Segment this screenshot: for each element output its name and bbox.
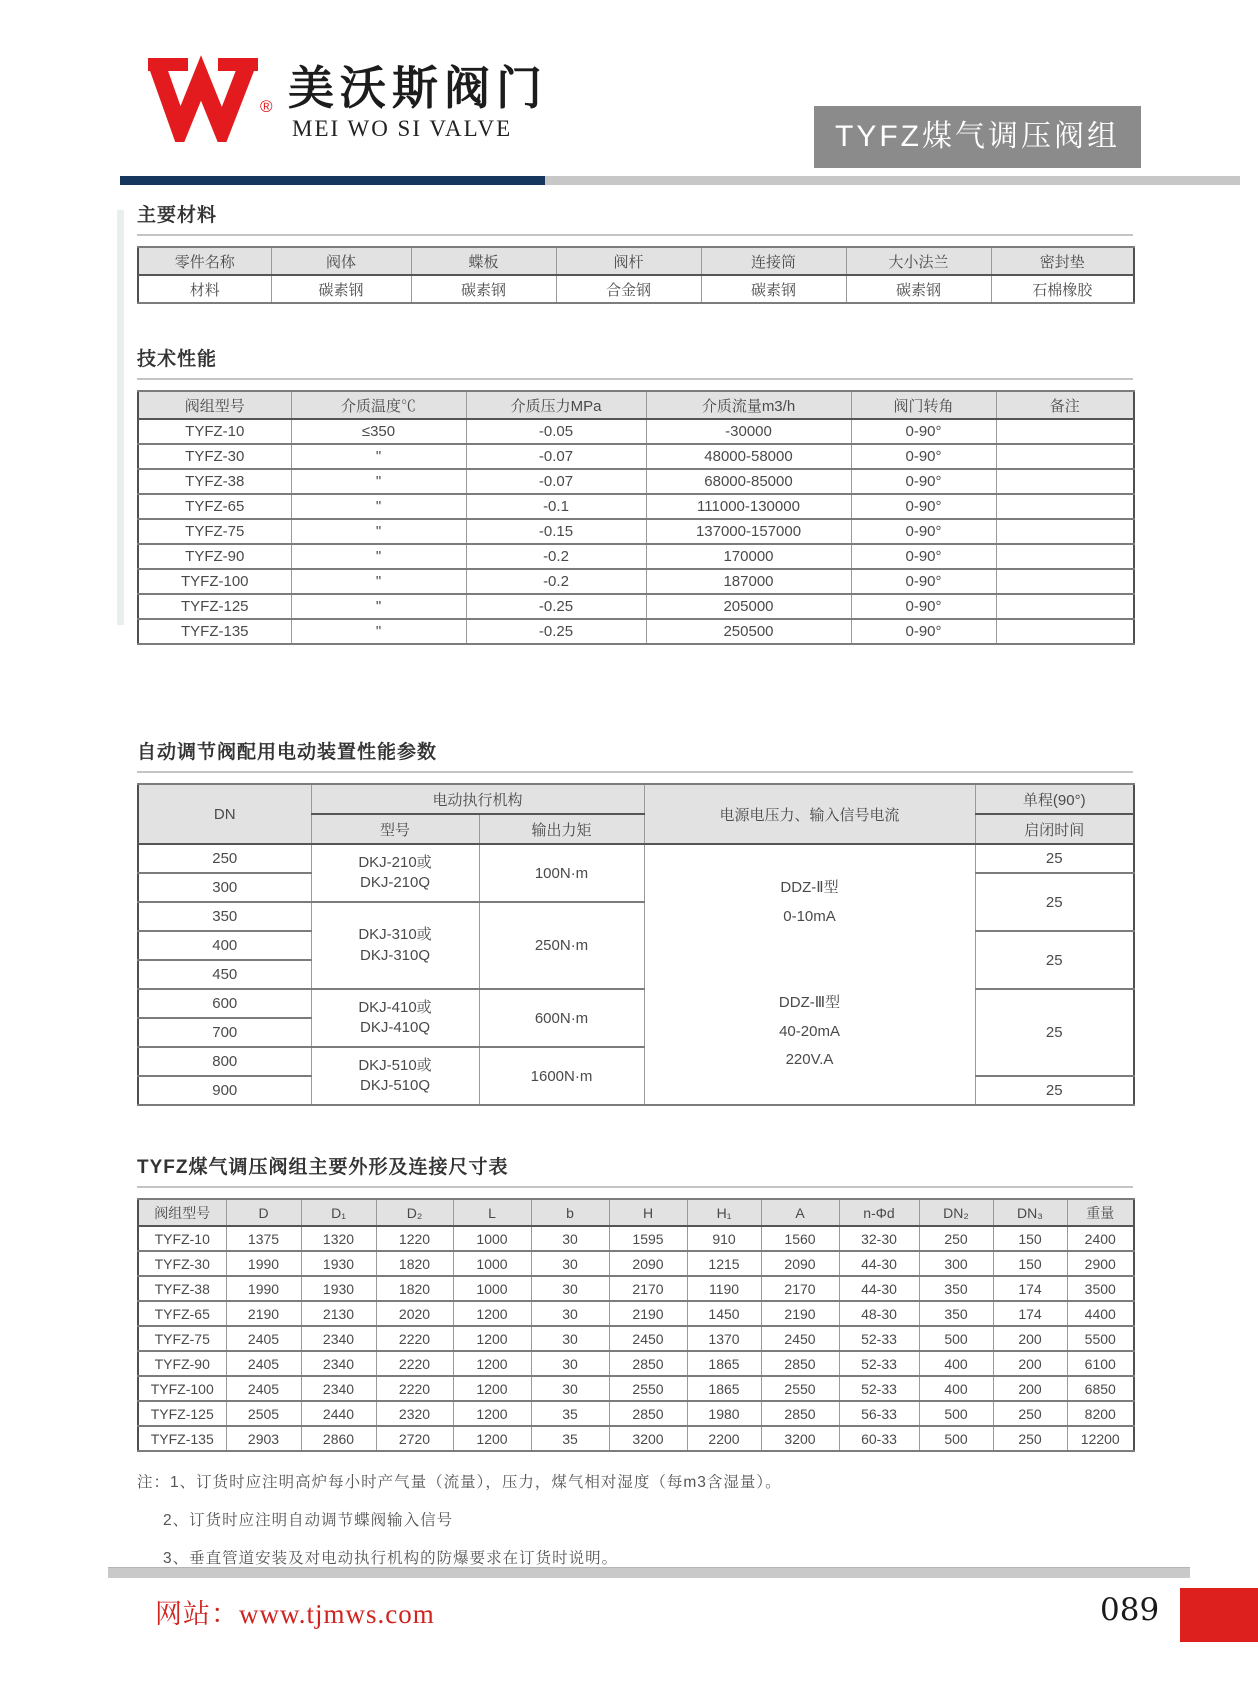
- table-cell: TYFZ-38: [138, 469, 291, 494]
- table-cell: 2340: [301, 1326, 376, 1351]
- column-header: 型号: [311, 814, 479, 844]
- column-header: n-Φd: [839, 1199, 919, 1226]
- section-title-performance: 技术性能: [137, 349, 218, 370]
- table-cell: -0.05: [466, 419, 646, 444]
- table-cell: 1865: [687, 1376, 761, 1401]
- table-cell: 1200: [453, 1376, 531, 1401]
- table-row: [138, 444, 1134, 469]
- column-header: 阀杆: [556, 247, 701, 275]
- dn-cell: 900: [138, 1076, 311, 1105]
- table-cell: 52-33: [839, 1326, 919, 1351]
- table-cell: 44-30: [839, 1251, 919, 1276]
- table-cell: 8200: [1067, 1401, 1134, 1426]
- table-cell: 1865: [687, 1351, 761, 1376]
- website-url: www.tjmws.com: [239, 1599, 435, 1629]
- column-header: 阀门转角: [851, 391, 996, 419]
- table-cell: TYFZ-135: [138, 1426, 226, 1451]
- section-title-dimensions: TYFZ煤气调压阀组主要外形及连接尺寸表: [137, 1157, 509, 1178]
- section-rule: [137, 378, 1133, 380]
- table-cell: 1820: [376, 1251, 453, 1276]
- table-cell: 2220: [376, 1351, 453, 1376]
- table-cell: 石棉橡胶: [991, 275, 1134, 303]
- table-cell: 48000-58000: [646, 444, 851, 469]
- table-cell: 6100: [1067, 1351, 1134, 1376]
- table-cell: 1980: [687, 1401, 761, 1426]
- left-margin-strip: [117, 210, 124, 625]
- table-row: [138, 1401, 1134, 1426]
- table-row: [138, 1351, 1134, 1376]
- website-link[interactable]: [155, 1592, 435, 1631]
- table-cell: 1320: [301, 1226, 376, 1251]
- table-cell: 300: [919, 1251, 993, 1276]
- table-cell: 2900: [1067, 1251, 1134, 1276]
- table-cell: 200: [993, 1351, 1067, 1376]
- table-cell: 910: [687, 1226, 761, 1251]
- note-item: 3、垂直管道安装及对电动执行机构的防爆要求在订货时说明。: [163, 1550, 619, 1567]
- table-cell: [996, 444, 1134, 469]
- table-cell: 2220: [376, 1326, 453, 1351]
- table-cell: ": [291, 544, 466, 569]
- table-cell: 350: [919, 1301, 993, 1326]
- table-cell: 2170: [761, 1276, 839, 1301]
- table-cell: TYFZ-30: [138, 1251, 226, 1276]
- table-cell: 56-33: [839, 1401, 919, 1426]
- column-header: 介质流量m3/h: [646, 391, 851, 419]
- model-cell: DKJ-210或 DKJ-210Q: [311, 844, 479, 902]
- table-cell: TYFZ-90: [138, 544, 291, 569]
- table-cell: 2405: [226, 1376, 301, 1401]
- column-header: H₁: [687, 1199, 761, 1226]
- table-cell: ≤350: [291, 419, 466, 444]
- table-row: [138, 1426, 1134, 1451]
- table-row: [138, 989, 1134, 1018]
- model-cell: DKJ-510或 DKJ-510Q: [311, 1047, 479, 1105]
- table-cell: 1190: [687, 1276, 761, 1301]
- table-cell: 3500: [1067, 1276, 1134, 1301]
- table-cell: ": [291, 444, 466, 469]
- column-header: 密封垫: [991, 247, 1134, 275]
- table-cell: 400: [919, 1351, 993, 1376]
- table-cell: 2505: [226, 1401, 301, 1426]
- table-cell: TYFZ-65: [138, 494, 291, 519]
- table-cell: [996, 619, 1134, 644]
- torque-cell: 600N·m: [479, 989, 644, 1047]
- table-cell: -0.25: [466, 594, 646, 619]
- column-header: 大小法兰: [846, 247, 991, 275]
- table-cell: ": [291, 469, 466, 494]
- table-cell: -0.2: [466, 569, 646, 594]
- table-cell: 1200: [453, 1326, 531, 1351]
- table-cell: 1595: [609, 1226, 687, 1251]
- table-row: [138, 569, 1134, 594]
- footer-divider-bar: [108, 1567, 1190, 1578]
- column-header: 阀体: [271, 247, 411, 275]
- table-cell: TYFZ-90: [138, 1351, 226, 1376]
- table-cell: ": [291, 569, 466, 594]
- table-cell: 1560: [761, 1226, 839, 1251]
- table-cell: 碳素钢: [271, 275, 411, 303]
- table-cell: [996, 494, 1134, 519]
- table-cell: 1370: [687, 1326, 761, 1351]
- column-header: H: [609, 1199, 687, 1226]
- table-cell: 1375: [226, 1226, 301, 1251]
- table-cell: [996, 469, 1134, 494]
- dn-cell: 700: [138, 1018, 311, 1047]
- page-number: 089: [1100, 1592, 1160, 1628]
- table-cell: 0-90°: [851, 619, 996, 644]
- table-cell: 0-90°: [851, 494, 996, 519]
- table-cell: 1990: [226, 1276, 301, 1301]
- column-header: D₁: [301, 1199, 376, 1226]
- table-cell: ": [291, 619, 466, 644]
- table-cell: 187000: [646, 569, 851, 594]
- column-header: 蝶板: [411, 247, 556, 275]
- table-cell: 1990: [226, 1251, 301, 1276]
- column-header: 电动执行机构: [311, 784, 644, 814]
- table-cell: 2190: [761, 1301, 839, 1326]
- table-cell: 3200: [761, 1426, 839, 1451]
- table-cell: 111000-130000: [646, 494, 851, 519]
- table-cell: 1000: [453, 1276, 531, 1301]
- table-cell: 12200: [1067, 1426, 1134, 1451]
- table-cell: 1930: [301, 1276, 376, 1301]
- table-cell: -0.2: [466, 544, 646, 569]
- table-cell: ": [291, 494, 466, 519]
- column-header: b: [531, 1199, 609, 1226]
- table-cell: TYFZ-65: [138, 1301, 226, 1326]
- table-cell: 400: [919, 1376, 993, 1401]
- brand-name-cn: 美沃斯阀门: [288, 63, 548, 114]
- column-header: 介质压力MPa: [466, 391, 646, 419]
- table-cell: -0.07: [466, 444, 646, 469]
- table-cell: 2090: [609, 1251, 687, 1276]
- table-row: [138, 1326, 1134, 1351]
- table-cell: 205000: [646, 594, 851, 619]
- table-row: [138, 619, 1134, 644]
- table-cell: 5500: [1067, 1326, 1134, 1351]
- column-header: A: [761, 1199, 839, 1226]
- table-row: [138, 275, 1134, 303]
- table-cell: 2850: [609, 1401, 687, 1426]
- table-row: [138, 1376, 1134, 1401]
- table-cell: 6850: [1067, 1376, 1134, 1401]
- table-cell: [996, 419, 1134, 444]
- table-cell: 2400: [1067, 1226, 1134, 1251]
- column-header: 连接筒: [701, 247, 846, 275]
- table-cell: 2405: [226, 1326, 301, 1351]
- table-cell: 250: [919, 1226, 993, 1251]
- time-cell: 25: [975, 931, 1134, 989]
- table-cell: 32-30: [839, 1226, 919, 1251]
- table-cell: 2405: [226, 1351, 301, 1376]
- table-cell: 137000-157000: [646, 519, 851, 544]
- table-cell: 150: [993, 1226, 1067, 1251]
- table-cell: 250: [993, 1401, 1067, 1426]
- table-cell: 2850: [761, 1351, 839, 1376]
- table-cell: 200: [993, 1376, 1067, 1401]
- table-cell: -0.07: [466, 469, 646, 494]
- table-cell: TYFZ-38: [138, 1276, 226, 1301]
- table-row: [138, 519, 1134, 544]
- table-cell: 2340: [301, 1351, 376, 1376]
- table-cell: TYFZ-135: [138, 619, 291, 644]
- table-cell: 44-30: [839, 1276, 919, 1301]
- table-cell: 1220: [376, 1226, 453, 1251]
- column-header: D: [226, 1199, 301, 1226]
- torque-cell: 1600N·m: [479, 1047, 644, 1105]
- table-cell: -0.25: [466, 619, 646, 644]
- note-item: 2、订货时应注明自动调节蝶阀输入信号: [163, 1512, 454, 1529]
- column-header: 单程(90°): [975, 784, 1134, 814]
- table-cell: 0-90°: [851, 444, 996, 469]
- dn-cell: 400: [138, 931, 311, 960]
- table-cell: 35: [531, 1401, 609, 1426]
- table-cell: 30: [531, 1251, 609, 1276]
- table-cell: 1200: [453, 1401, 531, 1426]
- model-cell: DKJ-410或 DKJ-410Q: [311, 989, 479, 1047]
- table-cell: 2860: [301, 1426, 376, 1451]
- table-cell: 30: [531, 1226, 609, 1251]
- table-cell: [996, 519, 1134, 544]
- table-cell: [996, 544, 1134, 569]
- table-cell: 2190: [609, 1301, 687, 1326]
- materials-table: [137, 246, 1135, 304]
- table-cell: 1930: [301, 1251, 376, 1276]
- table-cell: 2550: [609, 1376, 687, 1401]
- table-cell: 2190: [226, 1301, 301, 1326]
- table-cell: 1200: [453, 1351, 531, 1376]
- dn-cell: 350: [138, 902, 311, 931]
- table-row: [138, 419, 1134, 444]
- table-row: [138, 1226, 1134, 1251]
- section-rule: [137, 771, 1133, 773]
- table-cell: 52-33: [839, 1351, 919, 1376]
- column-header: 电源电压力、输入信号电流: [644, 784, 975, 844]
- time-cell: 25: [975, 989, 1134, 1076]
- table-cell: 2200: [687, 1426, 761, 1451]
- table-cell: 2440: [301, 1401, 376, 1426]
- table-cell: 174: [993, 1276, 1067, 1301]
- table-cell: 250: [993, 1426, 1067, 1451]
- dn-cell: 300: [138, 873, 311, 902]
- column-header: 零件名称: [138, 247, 271, 275]
- model-cell: DKJ-310或 DKJ-310Q: [311, 902, 479, 989]
- table-cell: 2220: [376, 1376, 453, 1401]
- table-cell: 48-30: [839, 1301, 919, 1326]
- table-cell: 2850: [761, 1401, 839, 1426]
- section-rule: [137, 234, 1133, 236]
- actuator-table: [137, 783, 1135, 1106]
- table-cell: TYFZ-30: [138, 444, 291, 469]
- torque-cell: 100N·m: [479, 844, 644, 902]
- table-cell: [996, 569, 1134, 594]
- table-cell: 0-90°: [851, 419, 996, 444]
- column-header: 阀组型号: [138, 391, 291, 419]
- table-cell: 1200: [453, 1426, 531, 1451]
- section-title-materials: 主要材料: [137, 205, 218, 226]
- table-row: [138, 544, 1134, 569]
- time-cell: 25: [975, 873, 1134, 931]
- table-cell: 0-90°: [851, 544, 996, 569]
- table-cell: 68000-85000: [646, 469, 851, 494]
- dn-cell: 450: [138, 960, 311, 989]
- table-cell: 500: [919, 1426, 993, 1451]
- table-cell: 30: [531, 1276, 609, 1301]
- section-rule: [137, 1186, 1133, 1188]
- table-cell: -30000: [646, 419, 851, 444]
- table-cell: 2550: [761, 1376, 839, 1401]
- power-block: DDZ-Ⅱ型 0-10mA: [780, 879, 839, 925]
- table-cell: 170000: [646, 544, 851, 569]
- table-cell: 2020: [376, 1301, 453, 1326]
- table-row: [138, 469, 1134, 494]
- table-cell: 1450: [687, 1301, 761, 1326]
- column-header: 输出力矩: [479, 814, 644, 844]
- table-row: [138, 594, 1134, 619]
- table-cell: 0-90°: [851, 519, 996, 544]
- table-cell: 2340: [301, 1376, 376, 1401]
- time-cell: 25: [975, 1076, 1134, 1105]
- table-cell: 2720: [376, 1426, 453, 1451]
- table-cell: 2090: [761, 1251, 839, 1276]
- dn-cell: 250: [138, 844, 311, 873]
- table-cell: 52-33: [839, 1376, 919, 1401]
- table-row: [138, 494, 1134, 519]
- power-signal-cell: [644, 844, 975, 1105]
- table-cell: 35: [531, 1426, 609, 1451]
- table-cell: ": [291, 594, 466, 619]
- table-cell: 0-90°: [851, 569, 996, 594]
- header-divider-navy-segment: [120, 176, 545, 185]
- note-item: 注：1、订货时应注明高炉每小时产气量（流量），压力，煤气相对湿度（每m3含湿量）。: [137, 1474, 782, 1491]
- logo-w-icon: [146, 50, 278, 142]
- table-cell: 30: [531, 1376, 609, 1401]
- table-cell: 1000: [453, 1251, 531, 1276]
- website-label: 网站：: [155, 1599, 239, 1629]
- column-header: 介质温度℃: [291, 391, 466, 419]
- table-cell: 材料: [138, 275, 271, 303]
- table-cell: 30: [531, 1351, 609, 1376]
- dimensions-table: [137, 1198, 1135, 1452]
- column-header: L: [453, 1199, 531, 1226]
- table-cell: 30: [531, 1326, 609, 1351]
- performance-table: [137, 390, 1135, 645]
- table-cell: TYFZ-10: [138, 1226, 226, 1251]
- table-cell: TYFZ-75: [138, 1326, 226, 1351]
- table-cell: 2850: [609, 1351, 687, 1376]
- page-corner-red-box: [1180, 1588, 1258, 1642]
- table-cell: 碳素钢: [701, 275, 846, 303]
- table-cell: 250500: [646, 619, 851, 644]
- table-cell: TYFZ-100: [138, 1376, 226, 1401]
- company-logo: [146, 50, 296, 150]
- table-row: [138, 844, 1134, 873]
- table-cell: 2450: [609, 1326, 687, 1351]
- table-cell: TYFZ-125: [138, 1401, 226, 1426]
- table-cell: 1820: [376, 1276, 453, 1301]
- column-header: DN: [138, 784, 311, 844]
- column-header: D₂: [376, 1199, 453, 1226]
- table-cell: 碳素钢: [846, 275, 991, 303]
- column-header: 启闭时间: [975, 814, 1134, 844]
- table-cell: 174: [993, 1301, 1067, 1326]
- table-row: [138, 1251, 1134, 1276]
- column-header: 备注: [996, 391, 1134, 419]
- table-cell: 碳素钢: [411, 275, 556, 303]
- table-cell: TYFZ-125: [138, 594, 291, 619]
- table-cell: 2903: [226, 1426, 301, 1451]
- table-cell: 1000: [453, 1226, 531, 1251]
- table-cell: 0-90°: [851, 469, 996, 494]
- column-header: DN₂: [919, 1199, 993, 1226]
- column-header: 重量: [1067, 1199, 1134, 1226]
- time-cell: 25: [975, 844, 1134, 873]
- table-cell: 500: [919, 1401, 993, 1426]
- table-cell: 1200: [453, 1301, 531, 1326]
- registered-mark: ®: [260, 97, 273, 116]
- table-cell: -0.15: [466, 519, 646, 544]
- dn-cell: 800: [138, 1047, 311, 1076]
- table-cell: 合金钢: [556, 275, 701, 303]
- dn-cell: 600: [138, 989, 311, 1018]
- power-block: DDZ-Ⅲ型 40-20mA 220V.A: [778, 994, 841, 1069]
- page-title: TYFZ煤气调压阀组: [814, 106, 1141, 168]
- table-cell: 60-33: [839, 1426, 919, 1451]
- table-cell: TYFZ-10: [138, 419, 291, 444]
- table-row: [138, 1301, 1134, 1326]
- table-cell: 2320: [376, 1401, 453, 1426]
- table-cell: 0-90°: [851, 594, 996, 619]
- table-cell: 2130: [301, 1301, 376, 1326]
- table-cell: 4400: [1067, 1301, 1134, 1326]
- header-divider-bar: [120, 176, 1240, 185]
- notes-label: 注：: [137, 1474, 171, 1491]
- table-cell: 200: [993, 1326, 1067, 1351]
- table-cell: [996, 594, 1134, 619]
- table-cell: -0.1: [466, 494, 646, 519]
- brand-name-en: MEI WO SI VALVE: [292, 116, 513, 141]
- table-cell: TYFZ-75: [138, 519, 291, 544]
- torque-cell: 250N·m: [479, 902, 644, 989]
- column-header: 阀组型号: [138, 1199, 226, 1226]
- table-cell: 3200: [609, 1426, 687, 1451]
- table-cell: 150: [993, 1251, 1067, 1276]
- table-cell: 30: [531, 1301, 609, 1326]
- table-row: [138, 1276, 1134, 1301]
- section-title-actuator: 自动调节阀配用电动装置性能参数: [137, 742, 438, 763]
- table-cell: 2170: [609, 1276, 687, 1301]
- table-cell: 1215: [687, 1251, 761, 1276]
- table-cell: 2450: [761, 1326, 839, 1351]
- table-cell: ": [291, 519, 466, 544]
- table-cell: 500: [919, 1326, 993, 1351]
- column-header: DN₃: [993, 1199, 1067, 1226]
- table-cell: TYFZ-100: [138, 569, 291, 594]
- table-cell: 350: [919, 1276, 993, 1301]
